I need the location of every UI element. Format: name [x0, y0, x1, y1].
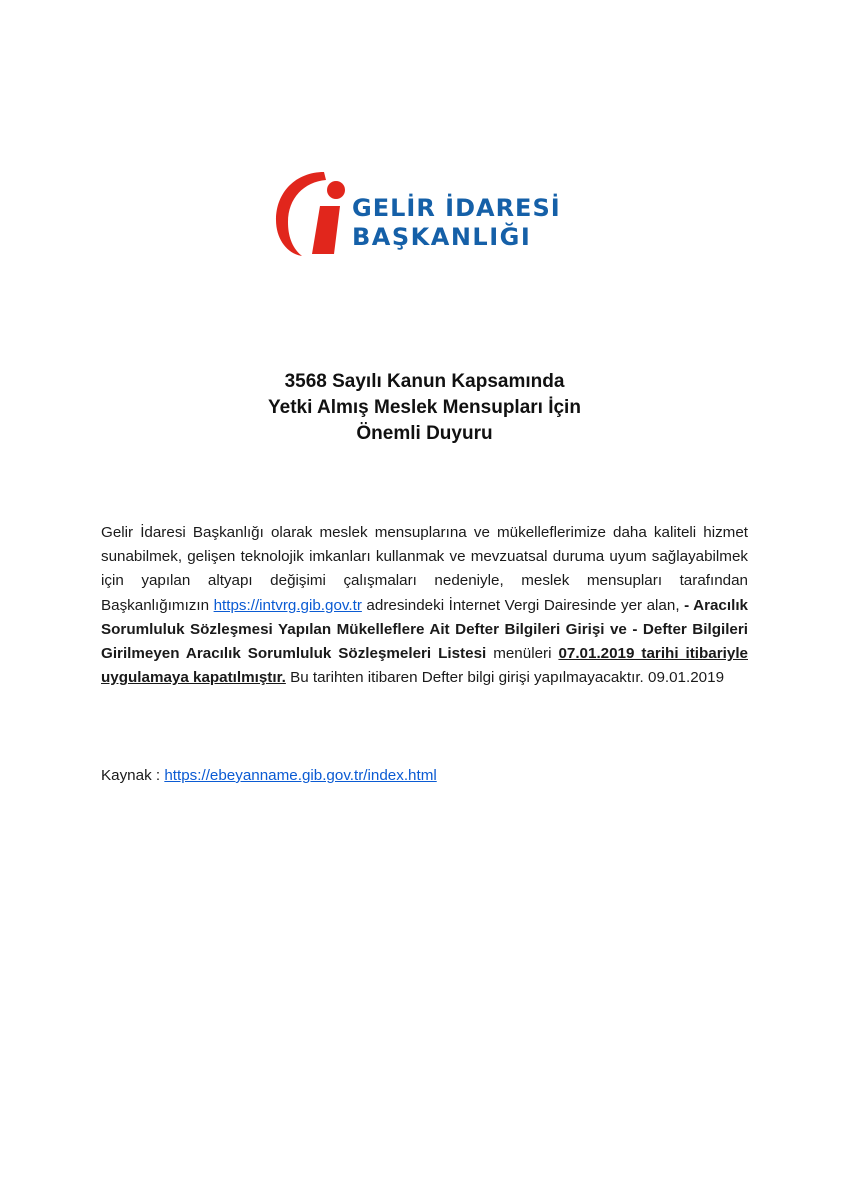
source-label: Kaynak : — [101, 767, 165, 784]
source-line — [101, 765, 437, 787]
closure-date-notice: 07.01.2019 tarihi itibariyle uygulamaya kapatılmıştır. — [101, 645, 748, 687]
body-text-part-3: menüleri — [486, 645, 559, 663]
document-title — [0, 369, 849, 447]
title-line-1: 3568 Sayılı Kanun Kapsamında — [284, 371, 565, 392]
body-text-part-1: Gelir İdaresi Başkanlığı olarak meslek mensuplarına ve mükelleflerimize daha kaliteli hizmet sunabilmek, gelişen teknolojik imkanları kullanmak ve mevzuatsal duruma uyum sağlayabilmek için yapılan altyapı değişimi çalışmaları nedeniyle, meslek mensupları tarafından Başkanlığımızın — [101, 524, 748, 614]
title-line-2: Yetki Almış Meslek Mensupları İçin — [268, 397, 581, 418]
title-line-3: Önemli Duyuru — [356, 423, 493, 444]
menu-names-bold: - Aracılık Sorumluluk Sözleşmesi Yapılan Mükelleflere Ait Defter Bilgileri Girişi ve - Defter Bilgileri Girilmeyen Aracılık Sorumluluk Sözleşmeleri Listesi — [101, 596, 748, 663]
logo-line-1: GELİR İDARESİ — [352, 194, 561, 222]
gib-logo-wordmark — [352, 196, 561, 249]
body-text-part-4: Bu tarihten itibaren Defter bilgi girişi yapılmayacaktır. 09.01.2019 — [285, 669, 725, 687]
announcement-paragraph — [101, 521, 748, 690]
intvrg-link[interactable]: https://intvrg.gib.gov.tr — [213, 596, 362, 614]
logo-line-2: BAŞKANLIĞI — [352, 223, 532, 251]
source-link[interactable]: https://ebeyanname.gib.gov.tr/index.html — [164, 767, 437, 784]
gib-logo — [274, 168, 574, 260]
body-text-part-2: adresindeki İnternet Vergi Dairesinde yer alan, — [361, 596, 685, 614]
gib-logo-mark-icon — [274, 168, 354, 258]
